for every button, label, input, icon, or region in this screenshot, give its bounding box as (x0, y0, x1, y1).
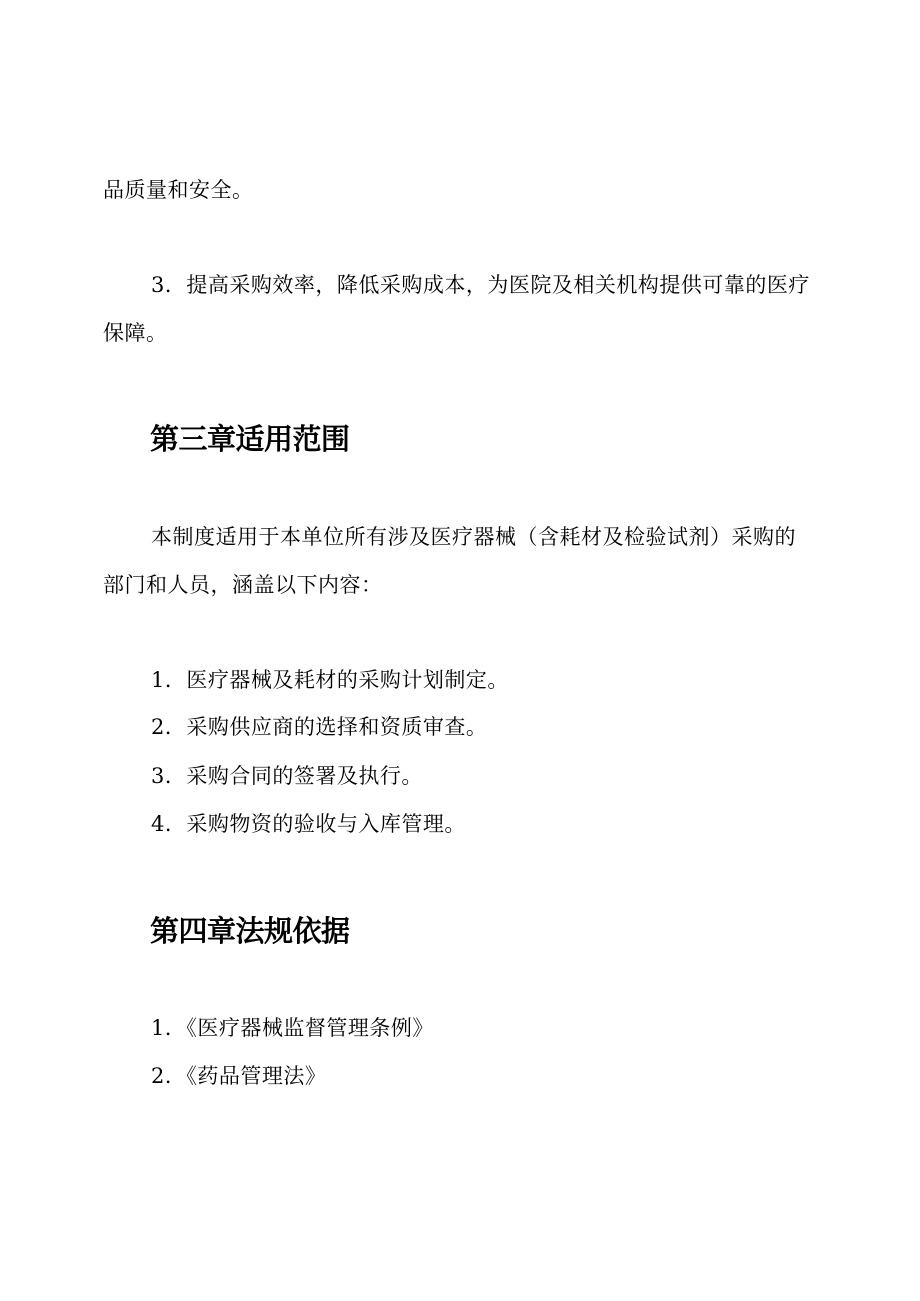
list-item: 2．《药品管理法》 (151, 1064, 327, 1088)
list-item: 3．采购合同的签署及执行。 (151, 764, 423, 788)
list-item: 1．医疗器械及耗材的采购计划制定。 (151, 668, 509, 692)
list-item: 1．《医疗器械监督管理条例》 (151, 1016, 434, 1040)
list-item: 4．采购物资的验收与入库管理。 (151, 812, 466, 836)
paragraph-line: 3．提高采购效率，降低采购成本，为医院及相关机构提供可靠的医疗 (151, 273, 810, 297)
paragraph-line: 保障。 (103, 321, 168, 345)
paragraph-line: 品质量和安全。 (103, 178, 254, 202)
paragraph-line: 本制度适用于本单位所有涉及医疗器械（含耗材及检验试剂）采购的 (151, 525, 796, 549)
list-item: 2．采购供应商的选择和资质审查。 (151, 715, 488, 739)
paragraph-line: 部门和人员，涵盖以下内容： (103, 573, 383, 597)
chapter-heading: 第四章法规依据 (150, 914, 350, 948)
chapter-heading: 第三章适用范围 (150, 422, 350, 456)
